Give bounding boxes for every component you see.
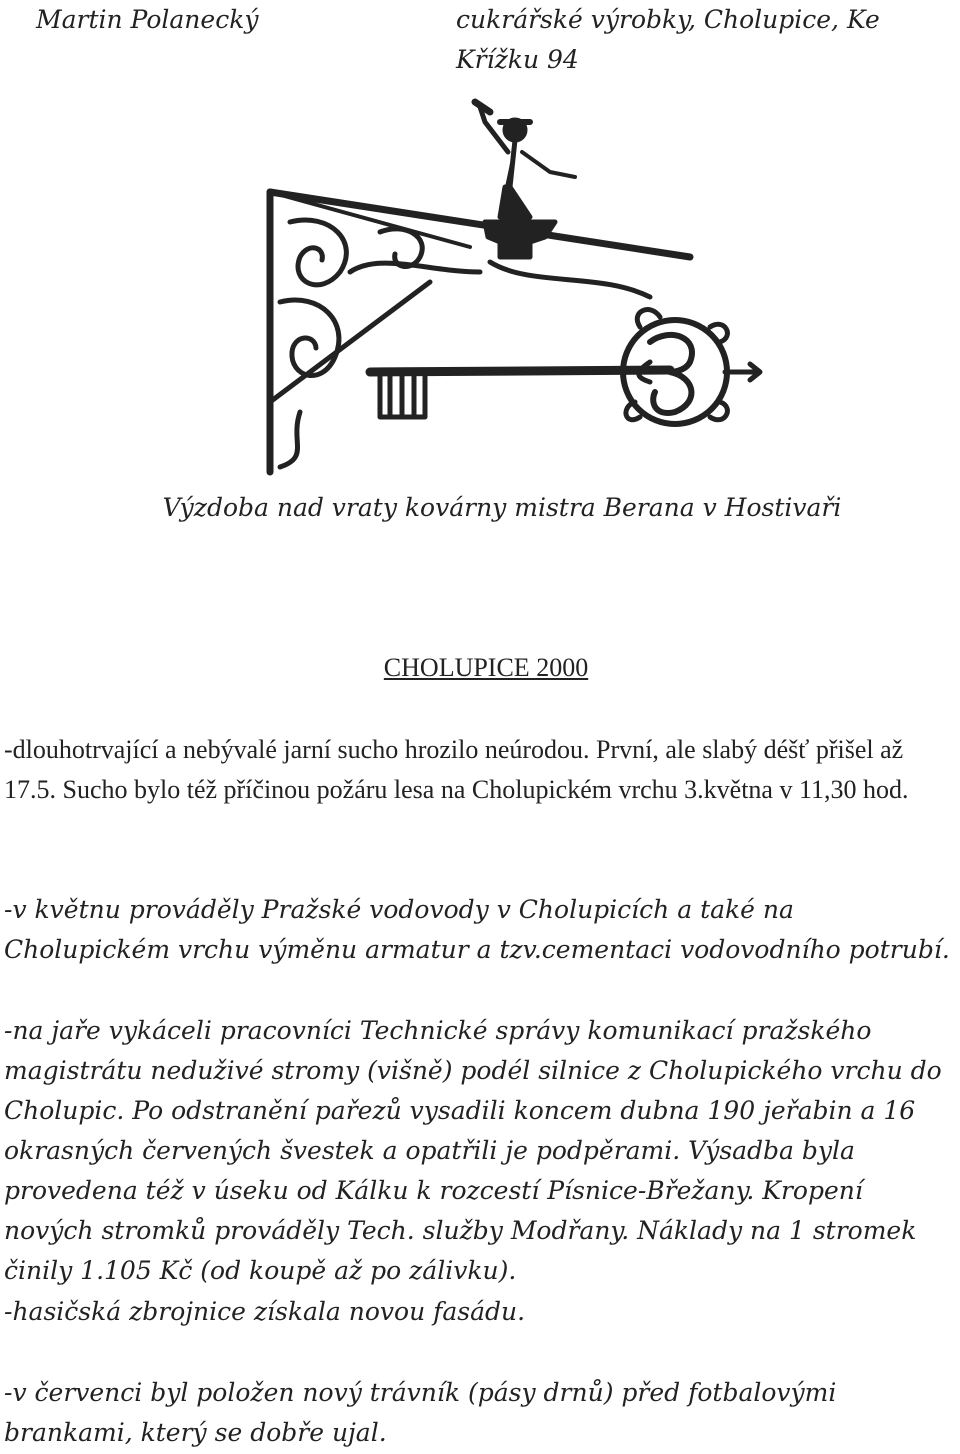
business-info: cukrářské výrobky, Cholupice, Ke Křížku 94 [456, 5, 880, 74]
section-heading: CHOLUPICE 2000 [383, 653, 589, 682]
blacksmith-sign-icon [230, 72, 770, 482]
illustration-caption: Výzdoba nad vraty kovárny mistra Berana v Hostivaři [162, 493, 842, 522]
paragraph-waterworks: -v květnu prováděly Pražské vodovody v Cholupicích a také na Cholupickém vrchu výměnu armatur a tzv.cementaci vodovodního potrubí. [4, 895, 950, 964]
paragraph-lawn: -v červenci byl položen nový trávník (pásy drnů) před fotbalovými brankami, který se dobře ujal. [4, 1378, 837, 1447]
paragraph-drought: -dlouhotrvající a nebývalé jarní sucho hrozilo neúrodou. První, ale slabý déšť přišel až 17.5. Sucho bylo též příčinou požáru lesa na Cholupickém vrchu 3.května v 11,30 hod. [4, 735, 909, 804]
paragraph-trees: -na jaře vykáceli pracovníci Technické správy komunikací pražského magistrátu neduživé stromy (višně) podél silnice z Cholupického vrchu do Cholupic. Po odstranění pařezů vysadili koncem dubna 190 jeřabin a 16 okrasných červených švestek a opatřili je podpěrami. Výsadba byla provedena též v úseku od Kálku k rozcestí Písnice-Břežany. Kropení nových stromků prováděly Tech. služby Modřany. Náklady na 1 stromek činily 1.105 Kč (od koupě až po zálivku). [4, 1016, 942, 1285]
paragraph-fire-station: -hasičská zbrojnice získala novou fasádu. [4, 1297, 526, 1326]
author-name: Martin Polanecký [36, 5, 259, 34]
